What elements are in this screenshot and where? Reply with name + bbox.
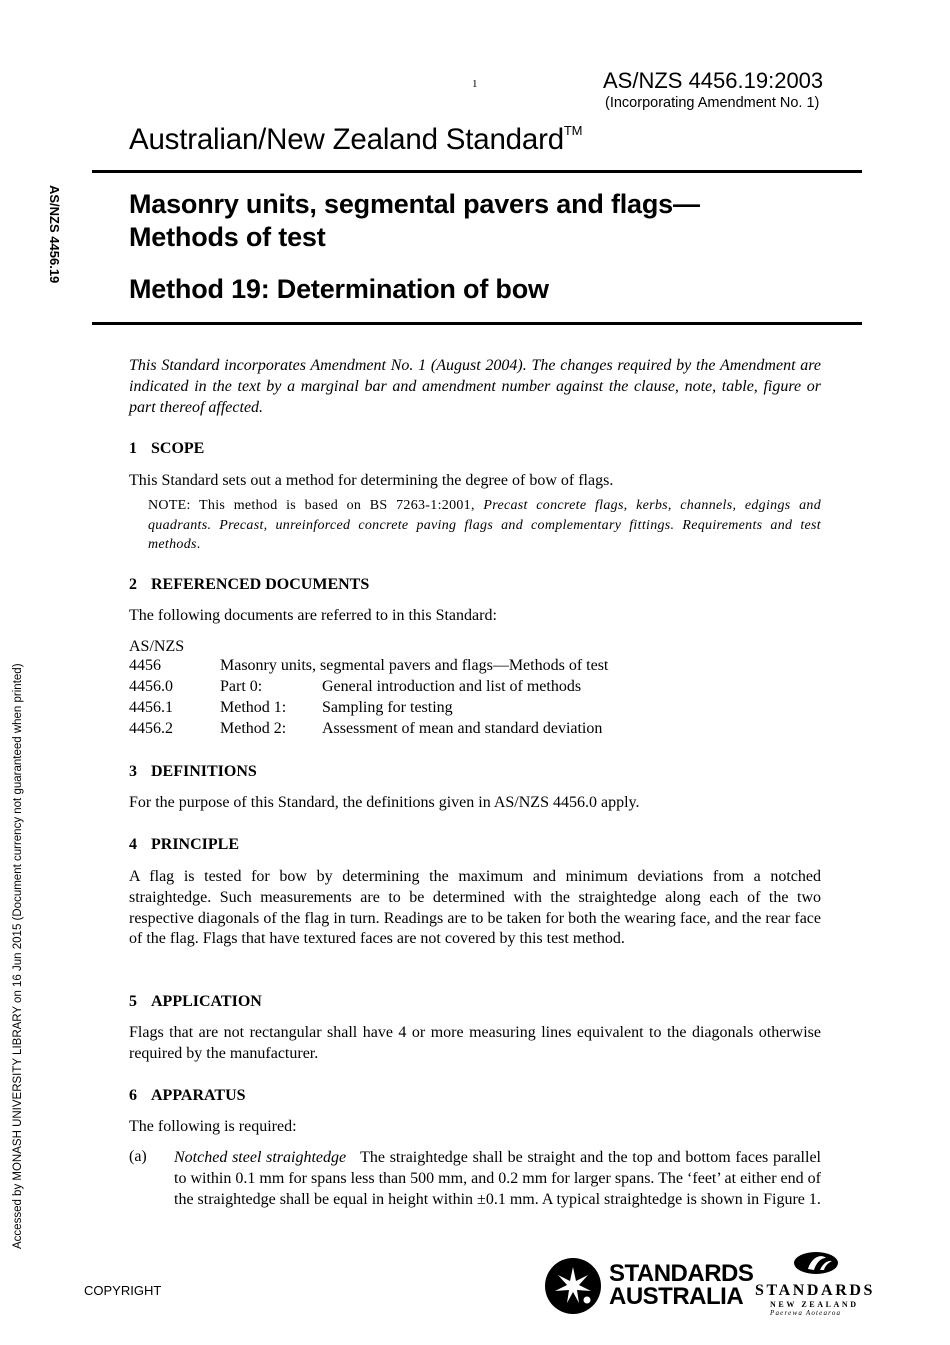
scope-note: [148, 496, 821, 555]
section-title: APPLICATION: [151, 993, 262, 1010]
principle-text: A flag is tested for bow by determining the maximum and minimum deviations from a notched straightedge. Such measurements are to be determined with the straightedge along each of the two respective diagonals of the flag in turn. Readings are to be taken for both the wearing face, and the rear face of the flag. Flags that have textured faces are not covered by this test method.: [129, 868, 821, 948]
definitions-text: For the purpose of this Standard, the definitions given in AS/NZS 4456.0 apply.: [129, 794, 640, 811]
note-reference-title: Precast concrete flags, kerbs, channels, edgings and quadrants. Precast, unreinforced concrete paving flags and complementary fittings. Requirements and test methods: [148, 498, 821, 552]
reference-part: Masonry units, segmental pavers and flags—Methods of test: [220, 657, 609, 674]
section-number: 1: [129, 440, 137, 457]
amendment-intro: This Standard incorporates Amendment No. 1 (August 2004). The changes required by the Amendment are indicated in the text by a marginal bar and amendment number against the clause, note, table, figure or part thereof affected.: [129, 357, 821, 416]
section-title: DEFINITIONS: [151, 763, 257, 780]
trademark: TM: [563, 123, 583, 138]
reference-title: Assessment of mean and standard deviation: [322, 720, 603, 737]
reference-number: 4456.0: [129, 678, 173, 695]
section-title: PRINCIPLE: [151, 836, 240, 853]
section-heading-application: [129, 993, 262, 1011]
item-title: Notched steel straightedge: [174, 1149, 347, 1166]
section-number: 2: [129, 576, 137, 593]
reference-number: 4456.2: [129, 720, 173, 737]
list-item-straightedge: [174, 1148, 821, 1210]
reference-part: Method 1:: [220, 699, 287, 716]
section-heading-apparatus: [129, 1087, 246, 1105]
referenced-text: The following documents are referred to in this Standard:: [129, 607, 497, 624]
section-heading-scope: [129, 440, 204, 458]
section-title: REFERENCED DOCUMENTS: [151, 576, 370, 593]
title-line-1: Masonry units, segmental pavers and flags—: [129, 189, 700, 219]
section-number: 5: [129, 993, 137, 1010]
reference-number: 4456.1: [129, 699, 173, 716]
reference-title: General introduction and list of methods: [322, 678, 582, 695]
section-title: SCOPE: [151, 440, 205, 457]
section-number: 3: [129, 763, 137, 780]
section-title: APPARATUS: [151, 1087, 246, 1104]
reference-title: Sampling for testing: [322, 699, 453, 716]
section-number: 4: [129, 836, 137, 853]
standards-nz-maori: Paerewa Aotearoa: [770, 1309, 842, 1317]
standards-australia-wordmark: [609, 1262, 753, 1308]
note-end: .: [196, 537, 201, 552]
reference-prefix: AS/NZS: [129, 638, 185, 655]
copyright-label: COPYRIGHT: [84, 1283, 162, 1298]
reference-part: Part 0:: [220, 678, 263, 695]
standards-australia-logo-icon: [543, 1257, 603, 1315]
side-standard-code: AS/NZS 4456.19: [47, 185, 62, 284]
access-watermark: Accessed by MONASH UNIVERSITY LIBRARY on 16 Jun 2015 (Document currency not guaranteed when printed): [12, 663, 24, 1249]
series-title-text: Australian/New Zealand Standard: [129, 123, 564, 156]
scope-text: This Standard sets out a method for determining the degree of bow of flags.: [129, 472, 614, 489]
standard-number: AS/NZS 4456.19:2003: [603, 68, 824, 93]
method-title: Method 19: Determination of bow: [129, 274, 549, 304]
section-heading-principle: [129, 836, 239, 854]
sa-line-1: STANDARDS: [609, 1260, 754, 1287]
item-text: The straightedge shall be straight and the top and bottom faces parallel to within 0.1 mm for spans less than 500 mm, and 0.2 mm for larger spans. The ‘feet’ at either end of the straightedge shall be equal in height within ±0.1 mm. A typical straightedge is shown in Figure 1.: [174, 1149, 821, 1208]
bottom-rule: [92, 322, 862, 325]
standards-nz-subtitle: NEW ZEALAND: [770, 1300, 859, 1309]
title-line-2: Methods of test: [129, 222, 326, 252]
section-heading-definitions: [129, 763, 257, 781]
standards-nz-logo-icon: [792, 1250, 840, 1276]
application-text: Flags that are not rectangular shall have 4 or more measuring lines equivalent to the diagonals otherwise required by the manufacturer.: [129, 1024, 821, 1062]
document-title: [129, 188, 700, 254]
section-heading-referenced: [129, 576, 369, 594]
series-title: [129, 123, 582, 157]
note-label: NOTE: This method is based on BS 7263-1:2001,: [148, 498, 475, 513]
apparatus-text: The following is required:: [129, 1118, 297, 1135]
sa-line-2: AUSTRALIA: [609, 1283, 744, 1310]
standards-nz-wordmark: STANDARDS: [755, 1282, 876, 1299]
section-number: 6: [129, 1087, 137, 1104]
reference-number: 4456: [129, 657, 161, 674]
reference-part: Method 2:: [220, 720, 287, 737]
page-number: 1: [472, 78, 478, 90]
top-rule: [92, 170, 862, 173]
amendment-note: (Incorporating Amendment No. 1): [605, 95, 820, 111]
list-item-label: (a): [129, 1148, 147, 1165]
